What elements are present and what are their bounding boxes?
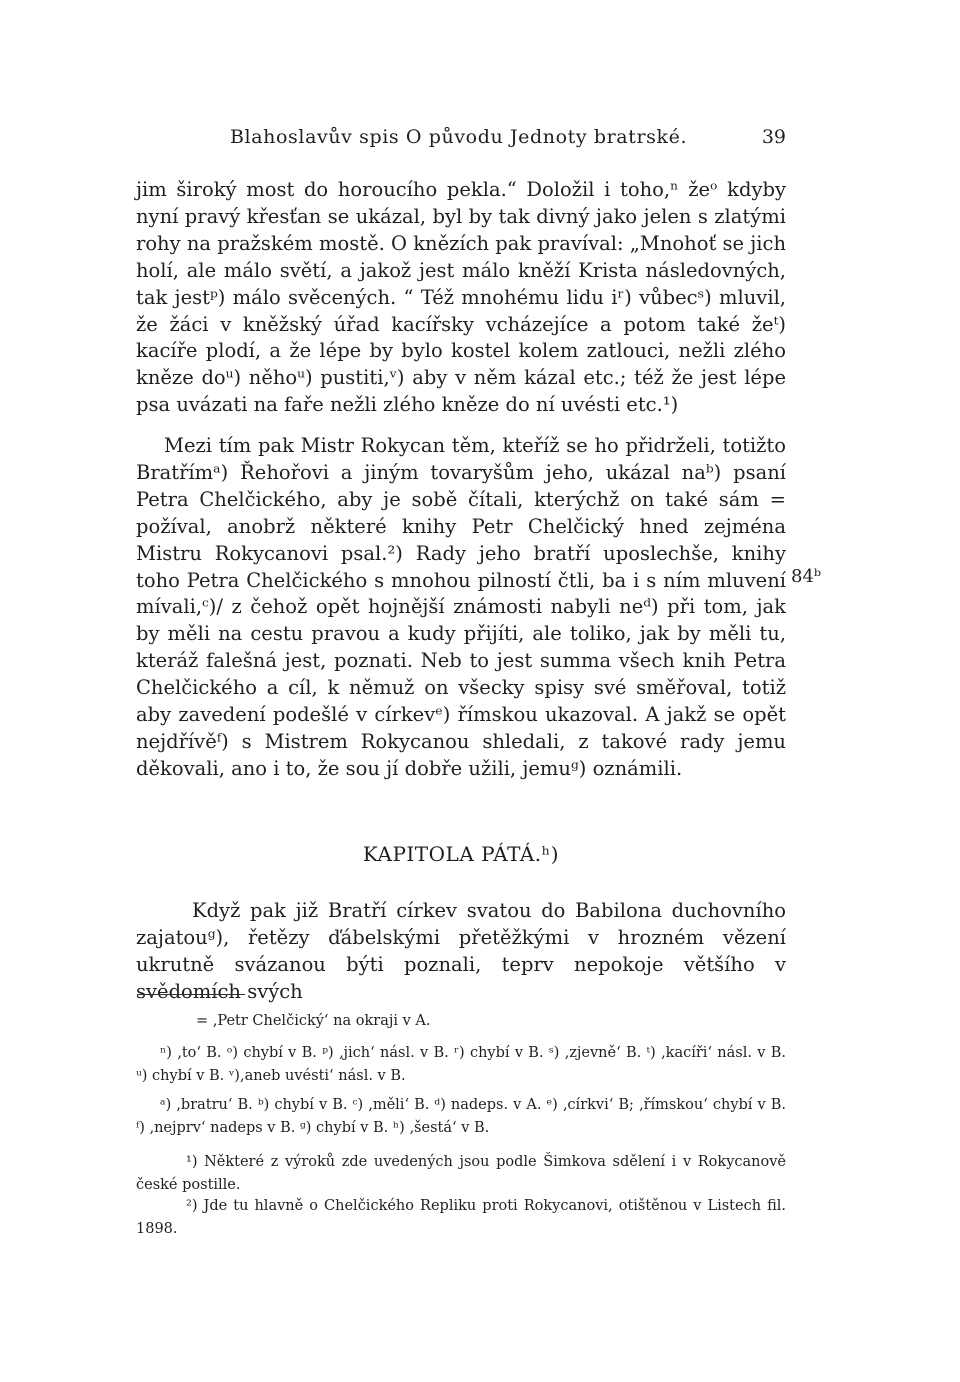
body-paragraph-2: Mezi tím pak Mistr Rokycan těm, kteříž se ho přidrželi, totižto Bratřímᵃ) Řehořovi a jiným tovaryšům jeho, ukázal naᵇ) psaní Petra Chelčického, aby je sobě čítali, kterýchž on také sám = požíval, anobrž některé knihy Petr Chelčický hned zejména Mistru Rokycanovi psal.²) Rady jeho bratří uposlechše, knihy toho Petra Chelčického s mnohou pilností čtli, ba i s ním mluvení mívali,ᶜ)/ z čehož opět hojnější známosti nabyli neᵈ) při tom, jak by měli na cestu pravou a kudy přijíti, ale toliko, jak by měli tu, kteráž falešná jest, poznati. Neb to jest summa všech knih Petra Chelčického a cíl, k němuž on všecky spisy své směřoval, totiž aby zavedení podešlé v církevᵉ) římskou ukazoval. A jakž se opět nejdřívěᶠ) s Mistrem Rokycanou shledali, z takové rady jemu děkovali, ano i to, že sou jí dobře užili, jemuᵍ) oznámili.	[136, 434, 786, 780]
critical-note-1	[136, 1010, 786, 1033]
footnote-rule	[137, 994, 245, 995]
critical-note-2-text: ⁿ) ‚to‘ B. ᵒ) chybí v B. ᵖ) ‚jich‘ násl. v B. ʳ) chybí v B. ˢ) ‚zjevně‘ B. ᵗ) ‚kacíři‘ násl. v B. ᵘ) chybí v B. ᵛ),aneb uvésti‘ násl. v B.	[136, 1045, 791, 1084]
page-number: 39	[761, 126, 786, 148]
body-paragraph-1: jim široký most do horoucího pekla.“ Doložil i toho,ⁿ žeᵒ kdyby nyní pravý křesťan se ukázal, byl by tak divný jako jelen s zlatými rohy na pražském mostě. O knězích pak pravíval: „Mnohoť se jich holí, ale málo světí, a jakož jest málo kněží Krista následovných, tak jestᵖ) málo svěcených. “ Též mnohému lidu iʳ) vůbecˢ) mluvil, že žáci v kněžský úřad kacířsky vcházejíce a potom také žeᵗ) kacíře plodí, a že lépe by bylo kostel kolem zatlouci, nežli zlého kněze doᵘ) něhoᵘ) pustiti,ᵛ) aby v něm kázal etc.; též že jest lépe psa uvázati na faře nežli zlého kněze do ní uvésti etc.¹)	[136, 178, 786, 417]
footnote-1-text: ¹) Některé z výroků zde uvedených jsou podle Šimkova sdělení i v Rokycanově české postille.	[136, 1154, 791, 1193]
critical-note-3	[136, 1094, 791, 1140]
critical-note-1-text: = ‚Petr Chelčický‘ na okraji v A.	[196, 1013, 431, 1029]
chapter-paragraph-1: Když pak již Bratří církev svatou do Babilona duchovního zajatouᵍ), řetězy ďábelskými přetěžkými v hrozném vězení ukrutně svázanou býti poznali, teprv nepokoje většího v svědomích svých	[136, 899, 786, 1003]
running-title: Blahoslavův spis O původu Jednoty bratrské.	[230, 126, 688, 148]
running-header	[136, 126, 786, 154]
critical-note-2	[136, 1042, 791, 1088]
footnote-1	[136, 1151, 791, 1197]
footnote-2-text: ²) Jde tu hlavně o Chelčického Repliku proti Rokycanovi, otištěnou v Listech fil. 1898.	[136, 1198, 791, 1237]
critical-note-3-text: ᵃ) ‚bratru‘ B. ᵇ) chybí v B. ᶜ) ‚měli‘ B. ᵈ) nadeps. v A. ᵉ) ‚církvi‘ B; ‚římskou‘ chybí v B. ᶠ) ‚nejprv‘ nadeps v B. ᵍ) chybí v B. ʰ) ‚šestá‘ v B.	[136, 1097, 791, 1136]
chapter-heading: KAPITOLA PÁTÁ.ʰ)	[362, 842, 560, 866]
folio-margin-note: 84ᵇ	[791, 566, 822, 587]
footnote-2	[136, 1195, 791, 1241]
